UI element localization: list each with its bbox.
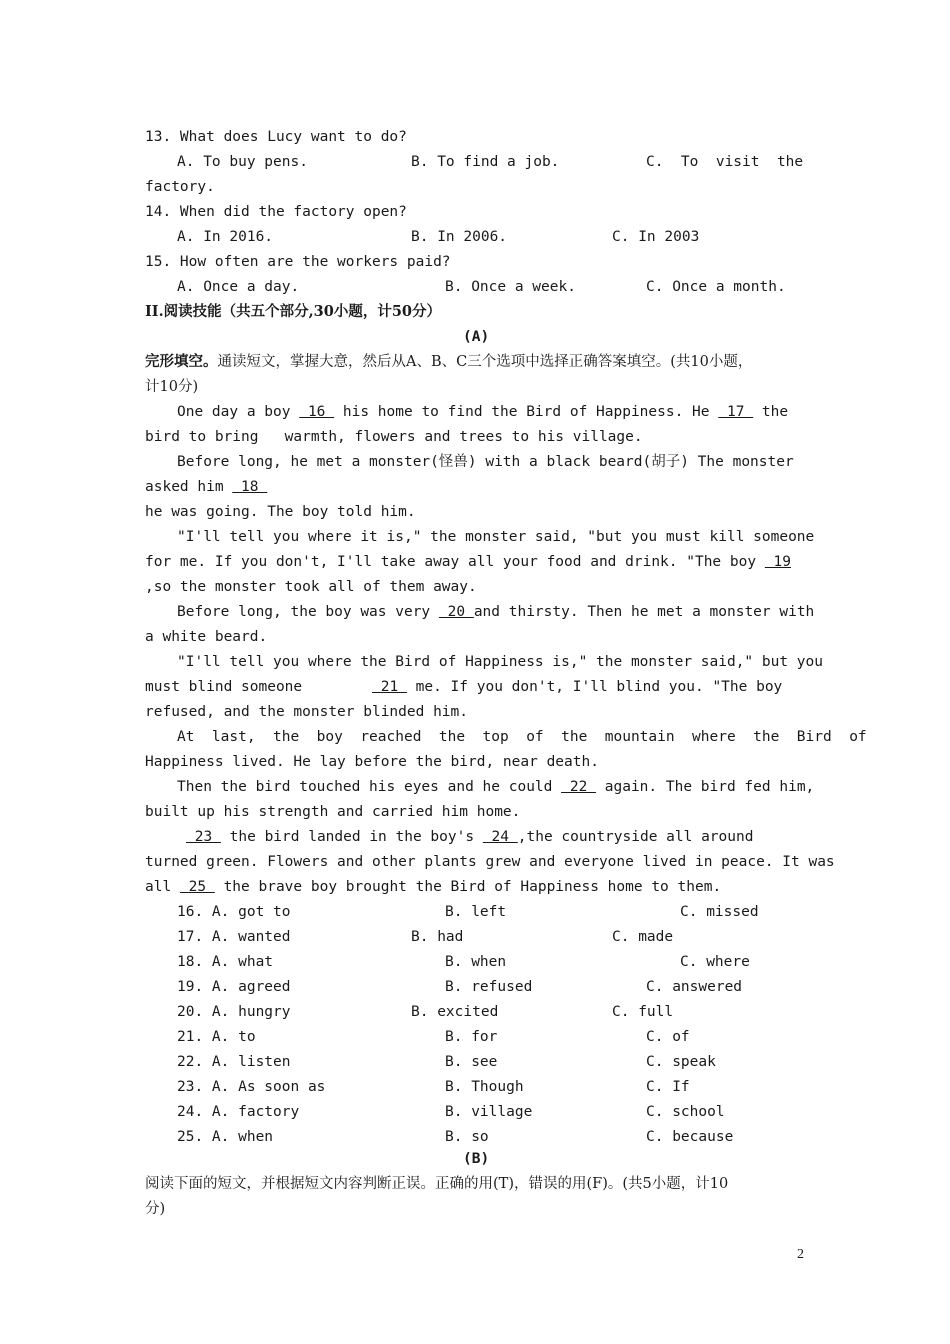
option-20-b: B. excited bbox=[411, 1004, 499, 1020]
q15-option-c: C. Once a month. bbox=[646, 279, 786, 295]
text: the bbox=[753, 404, 789, 420]
blank-18: 18 bbox=[232, 479, 268, 495]
text: Before long, the boy was very bbox=[177, 604, 439, 620]
q15-option-a: A. Once a day. bbox=[177, 279, 300, 295]
q13-stem: 13. What does Lucy want to do? bbox=[145, 129, 407, 145]
blank-24: 24 bbox=[482, 829, 518, 845]
option-22-b: B. see bbox=[445, 1054, 498, 1070]
passage-line: At last, the boy reached the top of the mountain where the Bird of bbox=[177, 729, 867, 745]
blank-17: 17 bbox=[718, 404, 754, 420]
passage-line: turned green. Flowers and other plants grew and everyone lived in peace. It was bbox=[145, 854, 835, 870]
option-19-c: C. answered bbox=[646, 979, 743, 995]
passage-line: bird to bring warmth, flowers and trees to his village. bbox=[145, 429, 643, 445]
passage-line bbox=[177, 777, 814, 797]
text: me. If you don't, I'll blind you. "The boy bbox=[406, 679, 783, 695]
passage-line: refused, and the monster blinded him. bbox=[145, 704, 469, 720]
q14-option-c: C. In 2003 bbox=[612, 229, 700, 245]
option-18-c: C. where bbox=[680, 954, 750, 970]
part-b-instr-2: 分) bbox=[145, 1201, 166, 1217]
passage-line bbox=[177, 602, 814, 622]
q14-option-b: B. In 2006. bbox=[411, 229, 508, 245]
passage-line: built up his strength and carried him home. bbox=[145, 804, 521, 820]
passage-line bbox=[186, 827, 753, 847]
passage-line: "I'll tell you where the Bird of Happiness is," the monster said," but you bbox=[177, 654, 824, 670]
passage-line: "I'll tell you where it is," the monster said, "but you must kill someone bbox=[177, 529, 815, 545]
option-24-c: C. school bbox=[646, 1104, 725, 1120]
option-23-b: B. Though bbox=[445, 1079, 524, 1095]
option-19-a: 19. A. agreed bbox=[177, 979, 291, 995]
text: ,the countryside all around bbox=[517, 829, 754, 845]
q13-option-c-cont: factory. bbox=[145, 179, 215, 195]
option-25-a: 25. A. when bbox=[177, 1129, 274, 1145]
section-heading: II.阅读技能（共五个部分,30小题，计50分） bbox=[145, 303, 442, 320]
passage-line bbox=[145, 477, 267, 497]
passage-line: ,so the monster took all of them away. bbox=[145, 579, 477, 595]
text: the brave boy brought the Bird of Happiness home to them. bbox=[214, 879, 722, 895]
option-16-a: 16. A. got to bbox=[177, 904, 291, 920]
option-16-b: B. left bbox=[445, 904, 507, 920]
text: asked him bbox=[145, 479, 233, 495]
blank-25: 25 bbox=[179, 879, 215, 895]
q14-option-a: A. In 2016. bbox=[177, 229, 274, 245]
text: and thirsty. Then he met a monster with bbox=[473, 604, 815, 620]
passage-line bbox=[145, 677, 782, 697]
option-18-b: B. when bbox=[445, 954, 507, 970]
page-number: 2 bbox=[797, 1247, 804, 1262]
passage-line bbox=[145, 552, 791, 572]
option-20-c: C. full bbox=[612, 1004, 674, 1020]
option-18-a: 18. A. what bbox=[177, 954, 274, 970]
blank-21: 21 bbox=[371, 679, 407, 695]
blank-20: 20 bbox=[438, 604, 474, 620]
passage-line bbox=[145, 877, 721, 897]
cloze-instructions bbox=[145, 352, 752, 372]
text: for me. If you don't, I'll take away all your food and drink. "The boy bbox=[145, 554, 765, 570]
option-25-c: C. because bbox=[646, 1129, 734, 1145]
text: again. The bird fed him, bbox=[596, 779, 815, 795]
text: Then the bird touched his eyes and he could bbox=[177, 779, 562, 795]
part-b-label: (B) bbox=[463, 1151, 490, 1167]
option-20-a: 20. A. hungry bbox=[177, 1004, 291, 1020]
q13-option-c: C. To visit the bbox=[646, 154, 804, 170]
q13-option-b: B. To find a job. bbox=[411, 154, 560, 170]
q13-option-a: A. To buy pens. bbox=[177, 154, 308, 170]
blank-19: 19 bbox=[764, 554, 792, 570]
text: the bird landed in the boy's bbox=[220, 829, 483, 845]
option-24-a: 24. A. factory bbox=[177, 1104, 300, 1120]
blank-16: 16 bbox=[299, 404, 335, 420]
cloze-instr-2: 计10分) bbox=[145, 379, 199, 395]
cloze-title: 完形填空。 bbox=[145, 353, 218, 370]
blank-23: 23 bbox=[186, 829, 221, 845]
option-23-c: C. If bbox=[646, 1079, 690, 1095]
option-17-b: B. had bbox=[411, 929, 464, 945]
option-21-c: C. of bbox=[646, 1029, 690, 1045]
passage-line: Happiness lived. He lay before the bird, near death. bbox=[145, 754, 599, 770]
option-16-c: C. missed bbox=[680, 904, 759, 920]
text: his home to find the Bird of Happiness. He bbox=[334, 404, 719, 420]
passage-line: Before long, he met a monster(怪兽) with a black beard(胡子) The monster bbox=[177, 454, 794, 470]
passage-line: he was going. The boy told him. bbox=[145, 504, 416, 520]
text: must blind someone bbox=[145, 679, 372, 695]
option-21-a: 21. A. to bbox=[177, 1029, 256, 1045]
option-25-b: B. so bbox=[445, 1129, 489, 1145]
q15-stem: 15. How often are the workers paid? bbox=[145, 254, 451, 270]
option-23-a: 23. A. As soon as bbox=[177, 1079, 326, 1095]
option-17-a: 17. A. wanted bbox=[177, 929, 291, 945]
option-22-c: C. speak bbox=[646, 1054, 716, 1070]
part-b-instr-1: 阅读下面的短文，并根据短文内容判断正误。正确的用(T)，错误的用(F)。(共5小题，计10 bbox=[145, 1176, 729, 1192]
q14-stem: 14. When did the factory open? bbox=[145, 204, 407, 220]
option-22-a: 22. A. listen bbox=[177, 1054, 291, 1070]
cloze-instr-1: 通读短文，掌握大意，然后从A、B、C三个选项中选择正确答案填空。(共10小题， bbox=[217, 354, 753, 370]
passage-line: a white beard. bbox=[145, 629, 268, 645]
option-19-b: B. refused bbox=[445, 979, 533, 995]
q15-option-b: B. Once a week. bbox=[445, 279, 576, 295]
option-17-c: C. made bbox=[612, 929, 674, 945]
blank-22: 22 bbox=[561, 779, 597, 795]
passage-line bbox=[177, 402, 788, 422]
option-21-b: B. for bbox=[445, 1029, 498, 1045]
part-a-label: (A) bbox=[463, 329, 490, 345]
text: all bbox=[145, 879, 180, 895]
option-24-b: B. village bbox=[445, 1104, 533, 1120]
text: One day a boy bbox=[177, 404, 300, 420]
